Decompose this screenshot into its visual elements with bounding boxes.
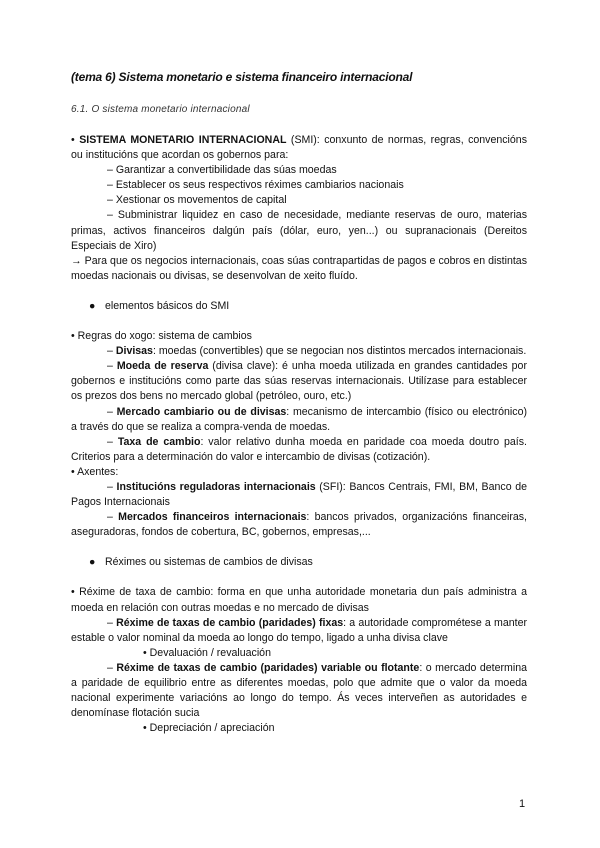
spacer <box>71 284 527 299</box>
term: Réxime de taxas de cambio (paridades) fixas <box>116 616 344 629</box>
spacer <box>71 314 527 329</box>
term-description: (SFI): Bancos Centrais, FMI, BM, Banco de Pagos Internacionais <box>71 480 527 509</box>
spacer <box>71 570 527 585</box>
rexime-variable-sub: • Depreciación / apreciación <box>143 722 275 735</box>
axentes-item <box>71 510 527 540</box>
smi-arrow-note: → Para que os negocios internacionais, coas súas contrapartidas de pagos e cobros en distintas moedas nacionais ou divisas, se desenvolvan de xeito fluído. <box>71 254 527 282</box>
term-description: : o mercado determina a paridade de equilibrio entre as diferentes moedas, polo que admite que o valor da moeda nacional experimente variacións ao longo do tempo. Ás veces interveñen as autoridades e denomínase flotación sucia <box>71 661 527 720</box>
rexime-fixas-sub: • Devaluación / revaluación <box>143 646 271 659</box>
bullet: ● <box>89 299 96 312</box>
page-title: (tema 6) Sistema monetario e sistema financeiro internacional <box>71 70 413 84</box>
section-heading-label: elementos básicos do SMI <box>105 299 230 312</box>
regras-heading: • Regras do xogo: sistema de cambios <box>71 330 252 343</box>
document-body <box>71 133 527 736</box>
term: Mercados financeiros internacionais <box>118 511 307 524</box>
regras-item <box>71 435 527 465</box>
section-subtitle: 6.1. O sistema monetario internacional <box>71 104 250 115</box>
dash: – <box>107 405 117 418</box>
term-description: : a autoridade comprométese a manter estable o valor nominal da moeda ao longo do tempo, ligado a unha divisa clave <box>71 616 527 644</box>
term: Réxime de taxas de cambio (paridades) variable ou flotante <box>116 661 420 674</box>
dash: – <box>107 435 118 448</box>
dash: – <box>107 480 117 493</box>
dash: – <box>107 661 117 674</box>
spacer <box>71 540 527 555</box>
dash: – <box>107 511 119 524</box>
regras-item <box>71 405 527 435</box>
smi-term: SISTEMA MONETARIO INTERNACIONAL <box>79 134 287 146</box>
term-description: : mecanismo de intercambio (físico ou electrónico) a través do que se realiza a compra-venda de moedas. <box>71 405 527 433</box>
term: Mercado cambiario ou de divisas <box>116 405 287 418</box>
section-heading-elementos <box>71 299 527 314</box>
dash: – <box>107 616 117 629</box>
term-description: : valor relativo dunha moeda en paridade coa moeda doutro país. Criterios para a determinación do valor e intercambio de divisas (cotización). <box>71 435 527 463</box>
term: Divisas <box>115 345 153 358</box>
axentes-item <box>71 480 527 510</box>
dash: – <box>107 360 117 373</box>
section-heading-label: Réximes ou sistemas de cambios de divisas <box>105 556 313 569</box>
smi-definition-text: (SMI): conxunto de normas, regras, convencións ou institucións que acordan os gobernos para: <box>71 134 527 162</box>
smi-definition <box>71 133 527 163</box>
regras-item <box>71 344 527 359</box>
smi-item: – Xestionar os movementos de capital <box>107 194 287 207</box>
rexime-fixas <box>71 616 527 646</box>
smi-item: – Subministrar liquidez en caso de necesidade, mediante reservas de ouro, materias primas, activos financeiros dalgún país (dólar, euro, yen...) ou supranacionais (Dereitos Especiais de Xiro) <box>71 209 527 252</box>
term-description: : bancos privados, organizacións financeiras, aseguradoras, fondos de cobertura, BC, gobernos, empresas,... <box>71 511 528 539</box>
page-number: 1 <box>519 798 526 810</box>
regras-item <box>71 359 527 404</box>
rexime-heading: • Réxime de taxa de cambio: forma en que unha autoridade monetaria dun país administra a moeda en relación con outras moedas e no mercado de divisas <box>71 586 527 614</box>
bullet: • <box>71 134 75 146</box>
bullet: ● <box>89 556 96 569</box>
dash: – <box>107 345 116 358</box>
term: Moeda de reserva <box>116 360 209 373</box>
smi-item: – Establecer os seus respectivos réximes cambiarios nacionais <box>107 179 404 192</box>
smi-item: – Garantizar a convertibilidade das súas moedas <box>107 164 337 177</box>
section-heading-rexime <box>71 555 527 570</box>
term-description: : moedas (convertibles) que se negocian nos distintos mercados internacionais. <box>152 345 527 358</box>
term: Institucións reguladoras internacionais <box>116 480 316 493</box>
rexime-variable <box>71 661 527 721</box>
term-description: (divisa clave): é unha moeda utilizada en grandes cantidades por gobernos e institucións como parte das súas reservas internacionais. Utilízase para establecer os prezos dos bens no mercado global (petróleo, ouro, etc.) <box>71 360 527 403</box>
axentes-heading: • Axentes: <box>71 465 119 478</box>
term: Taxa de cambio <box>117 435 201 448</box>
